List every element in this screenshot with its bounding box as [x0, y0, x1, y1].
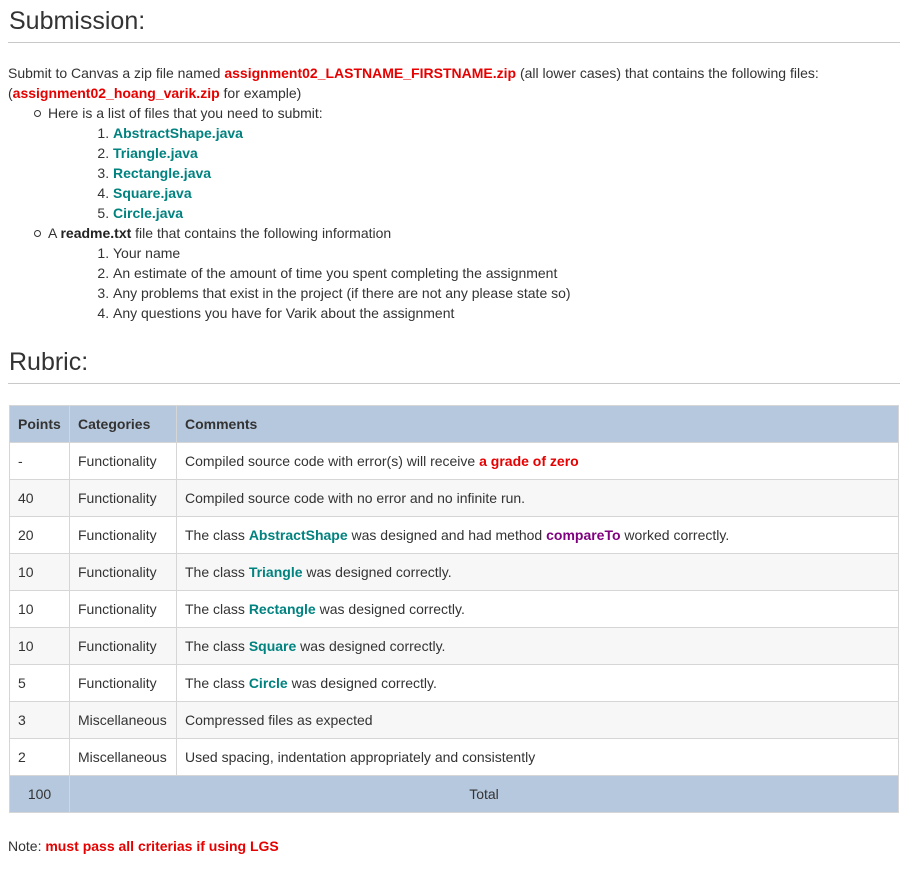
comment-text: Compiled source code with error(s) will receive	[185, 453, 480, 469]
example-close: for example)	[219, 85, 302, 101]
list-item	[113, 123, 900, 143]
comment-text: was designed correctly.	[296, 638, 446, 654]
readme-post: file that contains the following information	[131, 225, 392, 241]
class-name: Square	[248, 638, 297, 654]
class-name: AbstractShape	[248, 527, 348, 543]
points-cell: 10	[10, 554, 70, 591]
category-cell: Functionality	[70, 628, 177, 665]
total-row	[10, 776, 899, 813]
points-cell: 3	[10, 702, 70, 739]
comment-text: was designed correctly.	[302, 564, 452, 580]
list-item: 2. An estimate of the amount of time you spent completing the assignment	[113, 263, 900, 283]
comment-text: The class	[185, 675, 249, 691]
comment-text: The class	[185, 601, 249, 617]
rubric-table	[9, 405, 899, 813]
file-name: Circle.java	[113, 205, 184, 221]
category-cell: Miscellaneous	[70, 739, 177, 776]
submission-list	[8, 103, 900, 323]
comment-text: The class	[185, 564, 249, 580]
table-header-row	[10, 406, 899, 443]
note-label: Note:	[8, 838, 46, 854]
rubric-heading: Rubric:	[8, 347, 900, 384]
files-bullet	[34, 103, 900, 223]
points-cell: 2	[10, 739, 70, 776]
list-item: 1. Your name	[113, 243, 900, 263]
category-cell: Functionality	[70, 591, 177, 628]
list-item: 3. Any problems that exist in the project (if there are not any please state so)	[113, 283, 900, 303]
comment-cell: Compressed files as expected	[177, 702, 899, 739]
total-label: Total	[70, 776, 899, 813]
list-item	[113, 163, 900, 183]
assignment-page	[8, 0, 900, 856]
readme-pre: A	[48, 225, 61, 241]
list-item: 4. Any questions you have for Varik about the assignment	[113, 303, 900, 323]
table-row	[10, 739, 899, 776]
category-cell: Functionality	[70, 554, 177, 591]
list-item	[113, 203, 900, 223]
submission-intro	[8, 63, 900, 103]
points-cell: 10	[10, 628, 70, 665]
points-cell: 40	[10, 480, 70, 517]
readme-bullet	[34, 223, 900, 323]
points-cell: -	[10, 443, 70, 480]
intro-text-2: (all lower cases) that contains the following files:	[516, 65, 819, 81]
note	[8, 836, 900, 856]
class-name: Triangle	[248, 564, 303, 580]
comment-cell	[177, 665, 899, 702]
note-text: must pass all criterias if using LGS	[45, 838, 279, 854]
files-bullet-text: Here is a list of files that you need to submit:	[48, 105, 323, 121]
points-header: Points	[10, 406, 70, 443]
readme-name: readme.txt	[60, 225, 132, 241]
comment-text: The class	[185, 638, 249, 654]
table-row	[10, 665, 899, 702]
table-row	[10, 443, 899, 480]
categories-header: Categories	[70, 406, 177, 443]
comment-text: The class	[185, 527, 249, 543]
comment-text: was designed correctly.	[287, 675, 437, 691]
zero-grade-text: a grade of zero	[479, 453, 579, 469]
list-item	[113, 183, 900, 203]
readme-list	[48, 243, 900, 323]
comment-cell	[177, 591, 899, 628]
category-cell: Functionality	[70, 517, 177, 554]
table-row	[10, 554, 899, 591]
points-cell: 10	[10, 591, 70, 628]
class-name: Circle	[248, 675, 288, 691]
table-row	[10, 517, 899, 554]
file-name: Triangle.java	[113, 145, 198, 161]
example-open: (	[8, 85, 13, 101]
points-cell: 20	[10, 517, 70, 554]
comment-cell	[177, 443, 899, 480]
comment-cell: Compiled source code with no error and no infinite run.	[177, 480, 899, 517]
comment-text: was designed and had method	[347, 527, 547, 543]
files-list	[48, 123, 900, 223]
intro-text-1: Submit to Canvas a zip file named	[8, 65, 225, 81]
list-item	[113, 143, 900, 163]
comment-cell	[177, 628, 899, 665]
table-row	[10, 628, 899, 665]
table-row	[10, 591, 899, 628]
category-cell: Miscellaneous	[70, 702, 177, 739]
comment-cell	[177, 554, 899, 591]
zip-name: assignment02_LASTNAME_FIRSTNAME.zip	[224, 65, 517, 81]
comments-header: Comments	[177, 406, 899, 443]
method-name: compareTo	[546, 527, 621, 543]
comment-cell: Used spacing, indentation appropriately and consistently	[177, 739, 899, 776]
class-name: Rectangle	[248, 601, 316, 617]
category-cell: Functionality	[70, 443, 177, 480]
table-row	[10, 480, 899, 517]
file-name: Rectangle.java	[113, 165, 212, 181]
points-cell: 5	[10, 665, 70, 702]
total-points: 100	[10, 776, 70, 813]
category-cell: Functionality	[70, 665, 177, 702]
example-zip-name: assignment02_hoang_varik.zip	[12, 85, 220, 101]
file-name: Square.java	[113, 185, 192, 201]
comment-text: was designed correctly.	[315, 601, 465, 617]
comment-cell	[177, 517, 899, 554]
category-cell: Functionality	[70, 480, 177, 517]
comment-text: worked correctly.	[620, 527, 730, 543]
table-row	[10, 702, 899, 739]
submission-heading: Submission:	[8, 6, 900, 43]
file-name: AbstractShape.java	[113, 125, 243, 141]
